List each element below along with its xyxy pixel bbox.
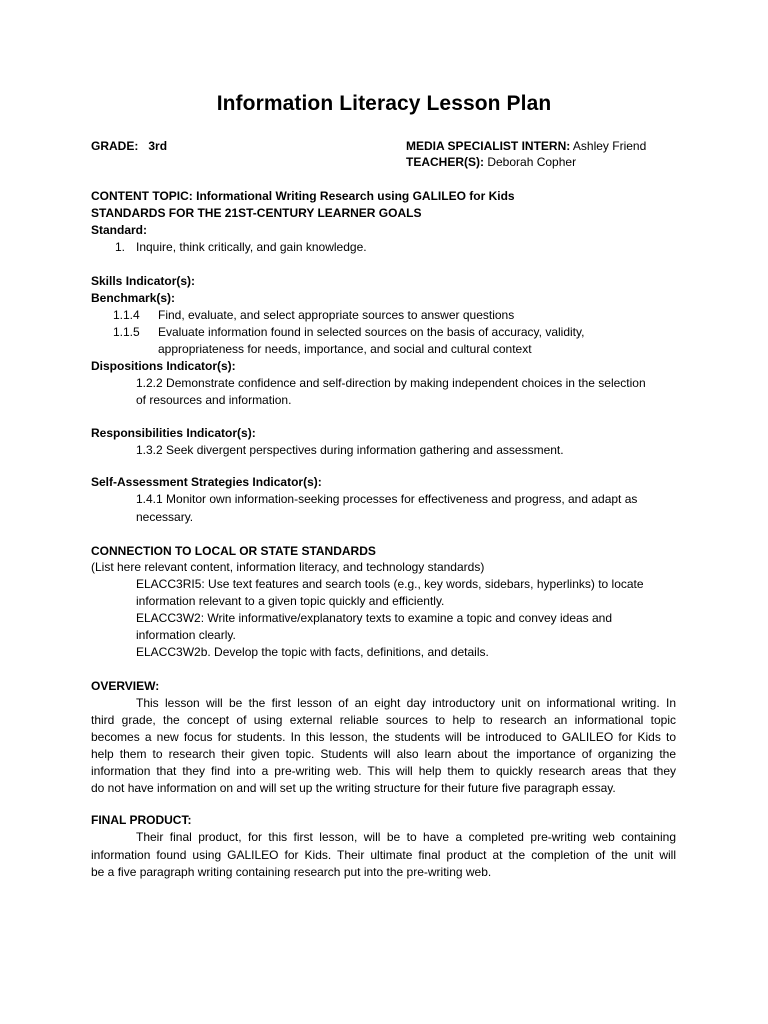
state-standard-line: ELACC3W2: Write informative/explanatory texts to examine a topic and convey ideas and — [136, 611, 613, 625]
connection-heading: CONNECTION TO LOCAL OR STATE STANDARDS — [91, 544, 376, 558]
responsibilities-label: Responsibilities Indicator(s): — [91, 426, 256, 440]
overview-line: information that they find into a pre-writing web. This will help them to quickly research areas that they — [91, 764, 676, 778]
content-topic — [91, 189, 515, 204]
self-assessment-line: 1.4.1 Monitor own information-seeking processes for effectiveness and progress, and adapt as — [136, 492, 638, 506]
intern-label: MEDIA SPECIALIST INTERN: — [406, 139, 571, 153]
teacher-value: Deborah Copher — [487, 155, 577, 169]
connection-note: (List here relevant content, information literacy, and technology standards) — [91, 560, 485, 574]
overview-line: third grade, the concept of using external reliable sources to help to research an informational topic — [91, 713, 676, 727]
self-assessment-line: necessary. — [136, 510, 194, 524]
responsibilities-line: 1.3.2 Seek divergent perspectives during information gathering and assessment. — [136, 443, 564, 457]
final-product-line: Their final product, for this first lesson, will be to have a completed pre-writing web containing — [136, 830, 676, 844]
intern-row — [406, 139, 646, 154]
standard-text: Inquire, think critically, and gain knowledge. — [136, 240, 367, 254]
skills-label: Skills Indicator(s): — [91, 274, 196, 288]
teacher-label: TEACHER(S): — [406, 155, 484, 169]
final-product-heading: FINAL PRODUCT: — [91, 813, 192, 827]
standards-heading: STANDARDS FOR THE 21ST-CENTURY LEARNER GOALS — [91, 206, 422, 220]
benchmark-number: 1.1.5 — [113, 325, 140, 339]
state-standard-line: ELACC3RI5: Use text features and search tools (e.g., key words, sidebars, hyperlinks) to locate — [136, 577, 644, 591]
teacher-row — [406, 155, 576, 170]
dispositions-line: of resources and information. — [136, 393, 292, 407]
benchmark-text: Find, evaluate, and select appropriate sources to answer questions — [158, 308, 515, 322]
standard-label: Standard: — [91, 223, 148, 237]
dispositions-line: 1.2.2 Demonstrate confidence and self-direction by making independent choices in the selection — [136, 376, 646, 390]
overview-line: do not have information on and will set up the writing structure for their future five paragraph essay. — [91, 781, 616, 795]
overview-line: This lesson will be the first lesson of an eight day introductory unit on informational writing. In — [136, 696, 676, 710]
state-standard-line: information relevant to a given topic quickly and efficiently. — [136, 594, 445, 608]
standard-number: 1. — [115, 240, 126, 254]
dispositions-label: Dispositions Indicator(s): — [91, 359, 236, 373]
benchmark-text-continued: appropriateness for needs, importance, and social and cultural context — [158, 342, 532, 356]
state-standard-line: information clearly. — [136, 628, 236, 642]
grade-row — [91, 139, 167, 154]
self-assessment-label: Self-Assessment Strategies Indicator(s): — [91, 475, 322, 489]
benchmark-number: 1.1.4 — [113, 308, 140, 322]
final-product-line: information found using GALILEO for Kids. Their ultimate final product at the completion of the unit will — [91, 848, 676, 862]
benchmark-text: Evaluate information found in selected sources on the basis of accuracy, validity, — [158, 325, 585, 339]
page-title: Information Literacy Lesson Plan — [216, 92, 552, 115]
content-topic-value: Informational Writing Research using GALILEO for Kids — [196, 189, 515, 203]
content-topic-label: CONTENT TOPIC: — [91, 189, 193, 203]
final-product-line: be a five paragraph writing containing research put into the pre-writing web. — [91, 865, 492, 879]
state-standard-line: ELACC3W2b. Develop the topic with facts, definitions, and details. — [136, 645, 489, 659]
grade-value: 3rd — [148, 139, 168, 153]
benchmark-label: Benchmark(s): — [91, 291, 176, 305]
intern-value: Ashley Friend — [572, 139, 647, 153]
overview-heading: OVERVIEW: — [91, 679, 160, 693]
grade-label: GRADE: — [91, 139, 139, 153]
overview-line: becomes a new focus for students. In this lesson, the students will be introduced to GALILEO for Kids to — [91, 730, 676, 744]
overview-line: help them to research their given topic. Students will also learn about the importance of organizing the — [91, 747, 676, 761]
